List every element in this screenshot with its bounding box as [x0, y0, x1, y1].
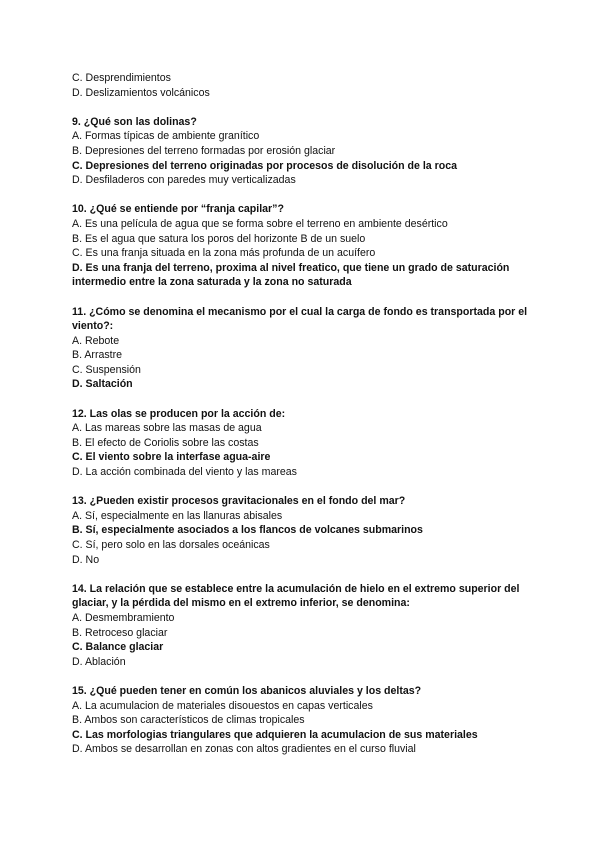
option-c: C. Suspensión: [72, 363, 141, 376]
option-d: D. Ablación: [72, 655, 126, 668]
question-title: 10. ¿Qué se entiende por “franja capilar”?: [72, 203, 284, 216]
question-title: 14. La relación que se establece entre la acumulación de hielo en el extremo superior del glaciar, y la pérdida del mismo en el extremo inferior, se denomina:: [72, 582, 520, 610]
question-12: [72, 407, 532, 480]
option-a: A. Sí, especialmente en las llanuras abisales: [72, 509, 283, 522]
option-c: C. Es una franja situada en la zona más profunda de un acuífero: [72, 247, 376, 260]
option-d: D. No: [72, 553, 100, 566]
option-a: A. Formas típicas de ambiente granítico: [72, 130, 260, 143]
question-title: 9. ¿Qué son las dolinas?: [72, 115, 197, 128]
option-d: D. Ambos se desarrollan en zonas con altos gradientes en el curso fluvial: [72, 743, 416, 756]
option-b: B. Depresiones del terreno formadas por erosión glaciar: [72, 144, 336, 157]
question-title: 12. Las olas se producen por la acción de:: [72, 407, 286, 420]
option-d: D. Desfiladeros con paredes muy verticalizadas: [72, 174, 296, 187]
question-10: [72, 202, 532, 290]
question-13: [72, 494, 532, 567]
option-a: A. Desmembramiento: [72, 611, 175, 624]
option-a: A. La acumulacion de materiales disouestos en capas verticales: [72, 699, 373, 712]
question-title: 15. ¿Qué pueden tener en común los abanicos aluviales y los deltas?: [72, 684, 422, 697]
option-c: C. Sí, pero solo en las dorsales oceánicas: [72, 539, 270, 551]
option-b: B. Ambos son característicos de climas tropicales: [72, 714, 305, 727]
option-a: A. Es una película de agua que se forma sobre el terreno en ambiente desértico: [72, 217, 448, 230]
document-page: [72, 71, 532, 757]
option-b-correct: B. Sí, especialmente asociados a los flancos de volcanes submarinos: [72, 524, 423, 537]
question-title: 13. ¿Pueden existir procesos gravitacionales en el fondo del mar?: [72, 495, 406, 508]
option-d-correct: D. Saltación: [72, 378, 133, 391]
option-d-correct: D. Es una franja del terreno, proxima al nivel freatico, que tiene un grado de saturación intermedio entre la zona saturada y la zona no saturada: [72, 261, 510, 289]
option-c-correct: C. Balance glaciar: [72, 641, 164, 654]
leading-options: [72, 71, 532, 100]
option-c-correct: C. El viento sobre la interfase agua-aire: [72, 451, 271, 464]
option-c: C. Desprendimientos: [72, 72, 171, 84]
option-b: B. Retroceso glaciar: [72, 626, 168, 639]
question-9: [72, 115, 532, 188]
option-a: A. Las mareas sobre las masas de agua: [72, 422, 262, 435]
question-11: [72, 305, 532, 393]
option-b: B. Arrastre: [72, 349, 123, 362]
option-d: D. Deslizamientos volcánicos: [72, 86, 210, 99]
question-15: [72, 684, 532, 757]
option-a: A. Rebote: [72, 334, 120, 347]
option-b: B. Es el agua que satura los poros del horizonte B de un suelo: [72, 232, 366, 245]
option-c-correct: C. Depresiones del terreno originadas por procesos de disolución de la roca: [72, 159, 458, 172]
question-title: 11. ¿Cómo se denomina el mecanismo por el cual la carga de fondo es transportada por el viento?:: [72, 305, 528, 333]
option-c-correct: C. Las morfologias triangulares que adquieren la acumulacion de sus materiales: [72, 728, 478, 741]
question-14: [72, 582, 532, 670]
option-b: B. El efecto de Coriolis sobre las costas: [72, 436, 259, 449]
option-d: D. La acción combinada del viento y las mareas: [72, 466, 297, 479]
